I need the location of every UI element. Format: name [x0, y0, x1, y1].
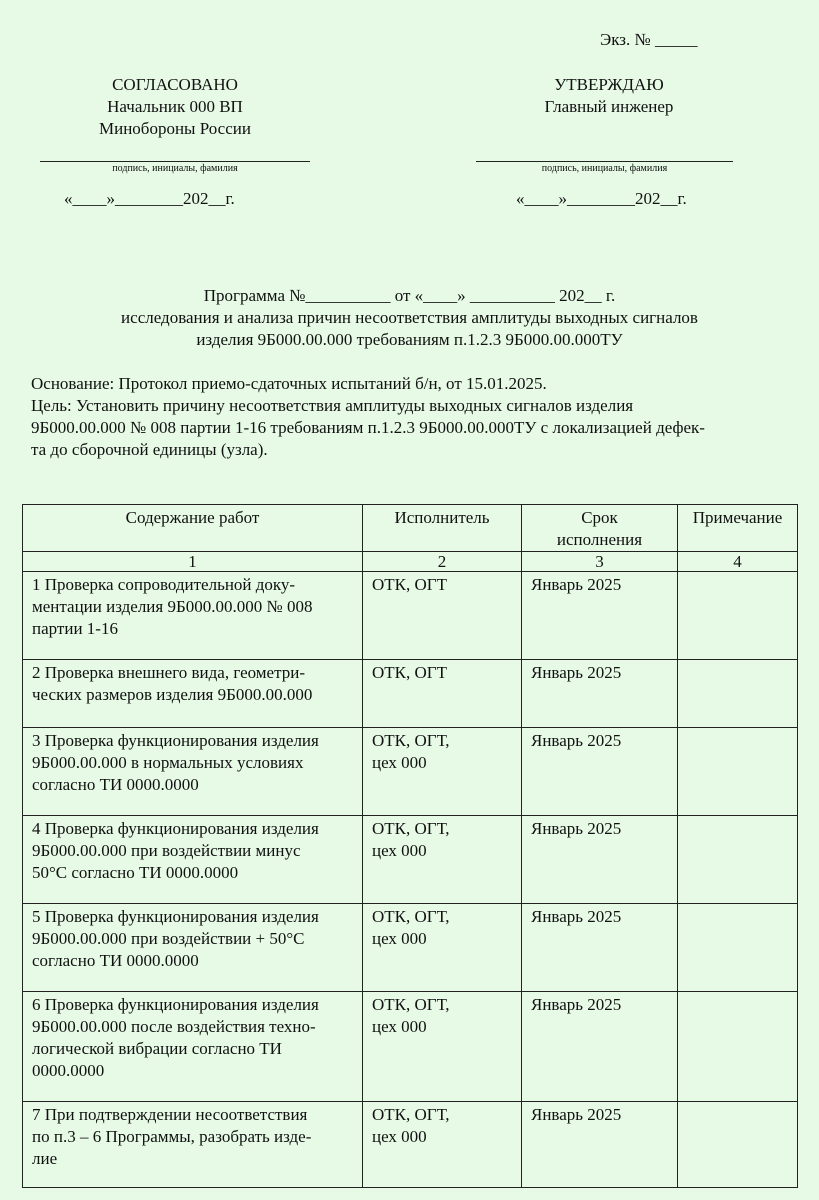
work-content-cell: [23, 904, 363, 992]
executor-line: ОТК, ОГТ,: [372, 731, 450, 750]
deadline-cell: Январь 2025: [522, 728, 678, 816]
work-content-cell: [23, 660, 363, 728]
executor-line: цех 000: [372, 1127, 427, 1146]
program-title: [0, 285, 819, 351]
executor-cell: [363, 728, 522, 816]
agreed-position: Начальник 000 ВП: [107, 97, 243, 116]
executor-line: ОТК, ОГТ,: [372, 1105, 450, 1124]
executor-line: ОТК, ОГТ: [372, 575, 447, 594]
agreed-organization: Минобороны России: [99, 119, 251, 138]
table-row: [23, 816, 798, 904]
executor-cell: [363, 1102, 522, 1188]
table-row: [23, 992, 798, 1102]
work-table-body: [23, 572, 798, 1188]
work-content-line: партии 1-16: [32, 619, 118, 638]
goal-line3: та до сборочной единицы (узла).: [31, 440, 268, 459]
column-number-3: 3: [522, 552, 678, 572]
note-cell: [678, 992, 798, 1102]
work-content-cell: [23, 992, 363, 1102]
executor-cell: [363, 572, 522, 660]
work-content-line: 9Б000.00.000 в нормальных условиях: [32, 753, 304, 772]
work-content-cell: [23, 728, 363, 816]
goal-line1: Цель: Установить причину несоответствия амплитуды выходных сигналов изделия: [31, 396, 634, 415]
deadline-cell: Январь 2025: [522, 572, 678, 660]
work-content-cell: [23, 816, 363, 904]
header-executor: Исполнитель: [363, 505, 522, 552]
header-content: Содержание работ: [23, 505, 363, 552]
column-number-2: 2: [363, 552, 522, 572]
work-content-line: 5 Проверка функционирования изделия: [32, 907, 319, 926]
program-title-line1: Программа №__________ от «____» __________ 202__ г.: [203, 286, 616, 305]
approve-position: Главный инженер: [544, 97, 674, 116]
executor-line: ОТК, ОГТ,: [372, 995, 450, 1014]
note-cell: [678, 728, 798, 816]
work-content-line: лие: [32, 1149, 58, 1168]
basis-line: Основание: Протокол приемо-сдаточных испытаний б/н, от 15.01.2025.: [31, 374, 547, 393]
work-content-cell: [23, 1102, 363, 1188]
executor-line: ОТК, ОГТ: [372, 663, 447, 682]
note-cell: [678, 1102, 798, 1188]
work-content-line: 9Б000.00.000 при воздействии + 50°С: [32, 929, 305, 948]
executor-cell: [363, 904, 522, 992]
executor-line: цех 000: [372, 1017, 427, 1036]
agreed-signature-caption: подпись, инициалы, фамилия: [112, 163, 238, 174]
executor-line: ОТК, ОГТ,: [372, 907, 450, 926]
deadline-cell: Январь 2025: [522, 660, 678, 728]
agreed-signature-line: [40, 161, 310, 162]
work-content-line: 50°С согласно ТИ 0000.0000: [32, 863, 239, 882]
approve-signature-line: [476, 161, 733, 162]
executor-line: цех 000: [372, 841, 427, 860]
work-content-line: 3 Проверка функционирования изделия: [32, 731, 319, 750]
work-content-line: 0000.0000: [32, 1061, 105, 1080]
work-content-line: логической вибрации согласно ТИ: [32, 1039, 282, 1058]
program-title-line2: исследования и анализа причин несоответствия амплитуды выходных сигналов: [121, 308, 698, 327]
basis-section: [31, 373, 791, 461]
program-title-line3: изделия 9Б000.00.000 требованиям п.1.2.3 9Б000.00.000ТУ: [196, 330, 623, 349]
executor-cell: [363, 660, 522, 728]
table-row: [23, 572, 798, 660]
note-cell: [678, 572, 798, 660]
work-content-line: 4 Проверка функционирования изделия: [32, 819, 319, 838]
work-table: [22, 504, 798, 1188]
executor-line: ОТК, ОГТ,: [372, 819, 450, 838]
work-content-cell: [23, 572, 363, 660]
goal-line2: 9Б000.00.000 № 008 партии 1-16 требованиям п.1.2.3 9Б000.00.000ТУ с локализацией дефек-: [31, 418, 705, 437]
work-content-line: ментации изделия 9Б000.00.000 № 008: [32, 597, 313, 616]
agreed-date: «____»________202__г.: [64, 189, 235, 208]
approval-agreed-block: [40, 74, 310, 140]
deadline-cell: Январь 2025: [522, 904, 678, 992]
column-number-4: 4: [678, 552, 798, 572]
executor-line: цех 000: [372, 753, 427, 772]
deadline-cell: Январь 2025: [522, 816, 678, 904]
work-content-line: 7 При подтверждении несоответствия: [32, 1105, 308, 1124]
deadline-cell: Январь 2025: [522, 992, 678, 1102]
header-deadline-text: Срок исполнения: [556, 508, 643, 549]
agreed-heading: СОГЛАСОВАНО: [112, 75, 238, 94]
work-content-line: 9Б000.00.000 при воздействии минус: [32, 841, 301, 860]
deadline-cell: Январь 2025: [522, 1102, 678, 1188]
header-note: Примечание: [678, 505, 798, 552]
approve-date: «____»________202__г.: [516, 189, 687, 208]
work-content-line: 2 Проверка внешнего вида, геометри-: [32, 663, 305, 682]
work-content-line: 9Б000.00.000 после воздействия техно-: [32, 1017, 316, 1036]
work-content-line: 6 Проверка функционирования изделия: [32, 995, 319, 1014]
executor-cell: [363, 816, 522, 904]
approve-heading: УТВЕРЖДАЮ: [554, 75, 664, 94]
work-content-line: 1 Проверка сопроводительной доку-: [32, 575, 296, 594]
copy-number: Экз. № _____: [600, 30, 698, 49]
work-content-line: согласно ТИ 0000.0000: [32, 775, 199, 794]
note-cell: [678, 816, 798, 904]
work-content-line: по п.3 – 6 Программы, разобрать изде-: [32, 1127, 312, 1146]
work-content-line: ческих размеров изделия 9Б000.00.000: [32, 685, 313, 704]
header-deadline: [522, 505, 678, 552]
note-cell: [678, 660, 798, 728]
table-row: [23, 728, 798, 816]
table-row: [23, 904, 798, 992]
table-row: [23, 1102, 798, 1188]
approval-approve-block: [476, 74, 742, 118]
approve-signature-caption: подпись, инициалы, фамилия: [541, 163, 668, 174]
note-cell: [678, 904, 798, 992]
executor-cell: [363, 992, 522, 1102]
executor-line: цех 000: [372, 929, 427, 948]
column-number-1: 1: [23, 552, 363, 572]
table-row: [23, 660, 798, 728]
work-content-line: согласно ТИ 0000.0000: [32, 951, 199, 970]
